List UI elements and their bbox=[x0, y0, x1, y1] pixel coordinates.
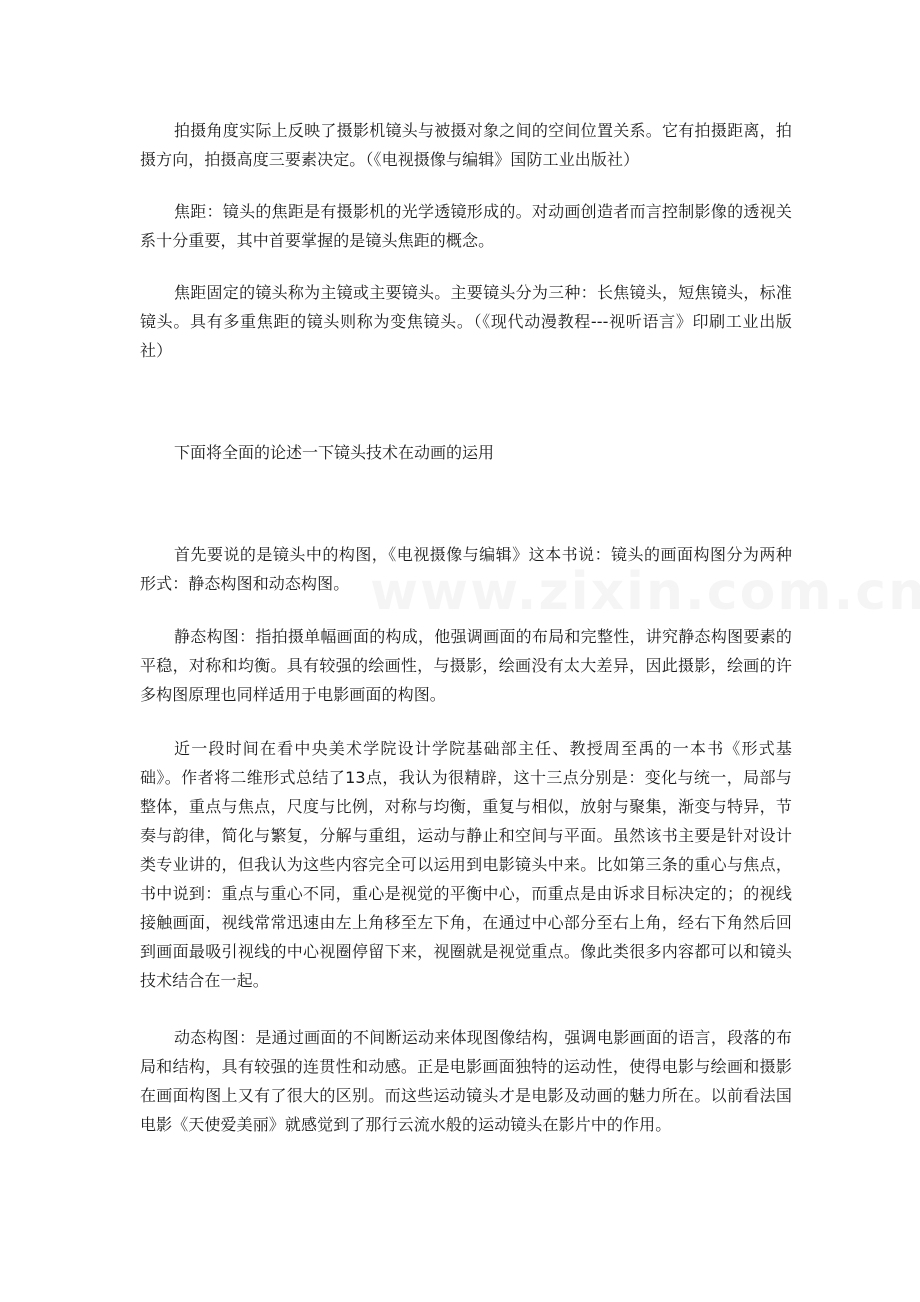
paragraph-focal-length: 焦距：镜头的焦距是有摄影机的光学透镜形成的。对动画创造者而言控制影像的透视关系十分重要，其中首要掌握的是镜头焦距的概念。 bbox=[140, 202, 792, 250]
paragraph-shooting-angle: 拍摄角度实际上反映了摄影机镜头与被摄对象之间的空间位置关系。它有拍摄距离，拍摄方向，拍摄高度三要素决定。（《电视摄像与编辑》国防工业出版社） bbox=[140, 121, 792, 169]
paragraph-static-composition: 静态构图：指拍摄单幅画面的构成，他强调画面的布局和完整性，讲究静态构图要素的平稳，对称和均衡。具有较强的绘画性，与摄影，绘画没有太大差异，因此摄影，绘画的许多构图原理也同样适用于电影画面的构图。 bbox=[140, 627, 792, 704]
paragraph-dynamic-composition: 动态构图：是通过画面的不间断运动来体现图像结构，强调电影画面的语言，段落的布局和结构，具有较强的连贯性和动感。正是电影画面独特的运动性，使得电影与绘画和摄影在画面构图上又有了很大的区别。而这些运动镜头才是电影及动画的魅力所在。以前看法国电影《天使爱美丽》就感觉到了那行云流水般的运动镜头在影片中的作用。 bbox=[140, 1028, 792, 1134]
paragraph-composition-intro: 首先要说的是镜头中的构图，《电视摄像与编辑》这本书说：镜头的画面构图分为两种形式：静态构图和动态构图。 bbox=[140, 545, 792, 593]
section-heading: 下面将全面的论述一下镜头技术在动画的运用 bbox=[174, 443, 495, 462]
paragraph-form-basics: 近一段时间在看中央美术学院设计学院基础部主任、教授周至禹的一本书《形式基础》。作者将二维形式总结了13点，我认为很精辟，这十三点分别是：变化与统一，局部与整体，重点与焦点，尺度与比例，对称与均衡，重复与相似，放射与聚集，渐变与特异，节 奏与韵律，简化与繁复，分解与重组，运动与静止和空间与平面。虽然该书主要是针对设计类专业讲的，但我认为这些内容完全可以运用到电影镜头中来。比如第三条的重心与焦点，书中说到：重点与重心不同，重心是视觉的平衡中心，而重点是由诉求目标决定的；的视线接触画面，视线常常迅速由左上角移至左下角，在通过中心部分至右上角，经右下角然后回到画面最吸引视线的中心视圈停留下来，视圈就是视觉重点。像此类很多内容都可以和镜头技术结合在一起。 bbox=[140, 739, 792, 990]
paragraph-lens-types: 焦距固定的镜头称为主镜或主要镜头。主要镜头分为三种：长焦镜头，短焦镜头，标准镜头。具有多重焦距的镜头则称为变焦镜头。（《现代动漫教程---视听语言》印刷工业出版社） bbox=[140, 283, 792, 360]
